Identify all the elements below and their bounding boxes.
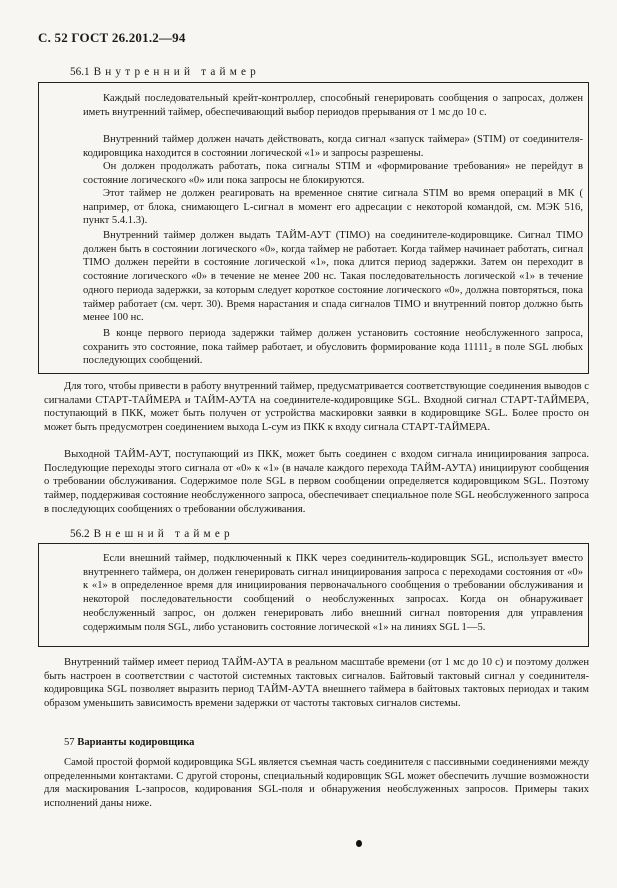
section-56-1-box: [38, 82, 589, 374]
section-number: 56.1: [70, 66, 90, 78]
box-paragraph: Каждый последовательный крейт-контроллер, способный генерировать сообщения о запросах, должен иметь внутренний таймер, обеспечивающий выбор периодов прерывания от 1 мс до 10 с.: [83, 93, 583, 118]
paragraph-timer-start: Для того, чтобы привести в работу внутренний таймер, предусматривается соответствующие соединения выводов с сигналами СТАРТ-ТАЙМЕРА и ТАЙМ-АУТА на соединителе-кодировщике SGL. Входной сигнал СТАРТ-ТАЙМЕРА, поступающий в ПКК, может быть получен от устройства маскировки заявки в кодировщике SGL. Более просто он может быть предусмотрен соединением выхода L-сум из ПКК к входу сигнала СТАРТ-ТАЙМЕРА.: [44, 381, 589, 434]
page-dot-mark: [356, 840, 362, 847]
page-header: С. 52 ГОСТ 26.201.2—94: [38, 30, 186, 45]
paragraph-timer-out: Выходной ТАЙМ-АУТ, поступающий из ПКК, может быть соединен с входом сигнала инициирования запроса. Последующие переходы этого сигнала от «0» к «1» (в начале каждого перехода ТАЙМ-АУТА) инициируют сообщения о требовании обслуживания. Содержимое поле SGL в первом сообщении определяется кодировщиком SGL. Поэтому таймер, поддерживая состояние необслуженного запроса, обеспечивает специальное поле SGL необслуженного запроса в последующих сообщениях о требовании обслуживания.: [44, 449, 589, 515]
section-number: 57: [64, 737, 75, 748]
box-paragraph: В конце первого периода задержки таймер должен установить состояние необслуженного запроса, сохранить это состояние, пока таймер работает, и обусловить формирование кода 11111₂ в поле SGL любых последующих сообщений.: [83, 328, 583, 367]
section-title-text: Внутренний таймер: [93, 66, 260, 78]
box-paragraph: Этот таймер не должен реагировать на временное снятие сигнала STIM во время операций в МК ( например, от блока, снимающего L-сигнал в момент его адресации с некоторой командой, см. МЭК 516, пункт 5.4.1.3).: [83, 188, 583, 227]
paragraph-encoder-variants: Самой простой формой кодировщика SGL является съемная часть соединителя с пассивными соединениями между определенными контактами. С другой стороны, специальный кодировщик SGL может обеспечить лучшие возможности для маскирования L-запросов, кодирования SGL-поля и обнаружения необслуженных запросов. Примеры таких исполнений даны ниже.: [44, 757, 589, 810]
section-56-1-title: [70, 66, 260, 78]
box-paragraph: Внутренний таймер должен выдать ТАЙМ-АУТ (TIMO) на соединителе-кодировщике. Сигнал TIMO должен быть в состоянии логического «0», когда таймер не работает. Когда таймер начинает работать, сигнал TIMO должен перейти в состояние логической «1», пока длится период задержки. Затем он переходит в состояние логического «0» в течение не менее 200 нс. Такая последовательность логической «1» в течение одного периода задержки, за которым следует короткое состояние логического «0», должна повторяться, пока таймер работает (см. черт. 30). Время нарастания и спада сигналов TIMO и внутренний повтор должно быть менее 100 нс.: [83, 230, 583, 324]
box-paragraph: Внутренний таймер должен начать действовать, когда сигнал «запуск таймера» (STIM) от соединителя-кодировщика находится в состоянии логической «1» и запросы разрешены.: [83, 134, 583, 159]
box-paragraph: Если внешний таймер, подключенный к ПКК через соединитель-кодировщик SGL, использует вместо внутреннего таймера, он должен генерировать сигнал инициирования запроса с переходами состояния от «0» к «1» в определенное время для инициирования первоначального сообщения о требовании обслуживания и некоторой последовательности сообщений о необслуженных запросах. Когда он обнаруживает необслуженный запрос, он должен генерировать либо внешний сигнал повторения для управления содержимым поля SGL, либо установить состояние логической «1» на линиях SGL 1—5.: [83, 553, 583, 633]
section-56-2-title: [70, 528, 234, 540]
section-number: 56.2: [70, 528, 90, 540]
section-title-text: Варианты кодировщика: [77, 737, 195, 748]
paragraph-timer-period: Внутренний таймер имеет период ТАЙМ-АУТА в реальном масштабе времени (от 1 мс до 10 с) и поэтому должен быть настроен в соответствии с частотой системных тактовых сигналов. Байтовый тактовый сигнал у соединителя-кодировщика SGL позволяет выразить период ТАЙМ-АУТА внешнего таймера в байтовых тактовых периодах и таким образом уменьшить зависимость времени задержки от частоты тактовых сигналов системы.: [44, 657, 589, 710]
section-title-text: Внешний таймер: [93, 528, 234, 540]
box-paragraph: Он должен продолжать работать, пока сигналы STIM и «формирование требования» не перейдут в состояние логического «0» или пока запросы не блокируются.: [83, 161, 583, 186]
section-57-heading: [64, 737, 194, 748]
section-56-2-box: [38, 543, 589, 647]
